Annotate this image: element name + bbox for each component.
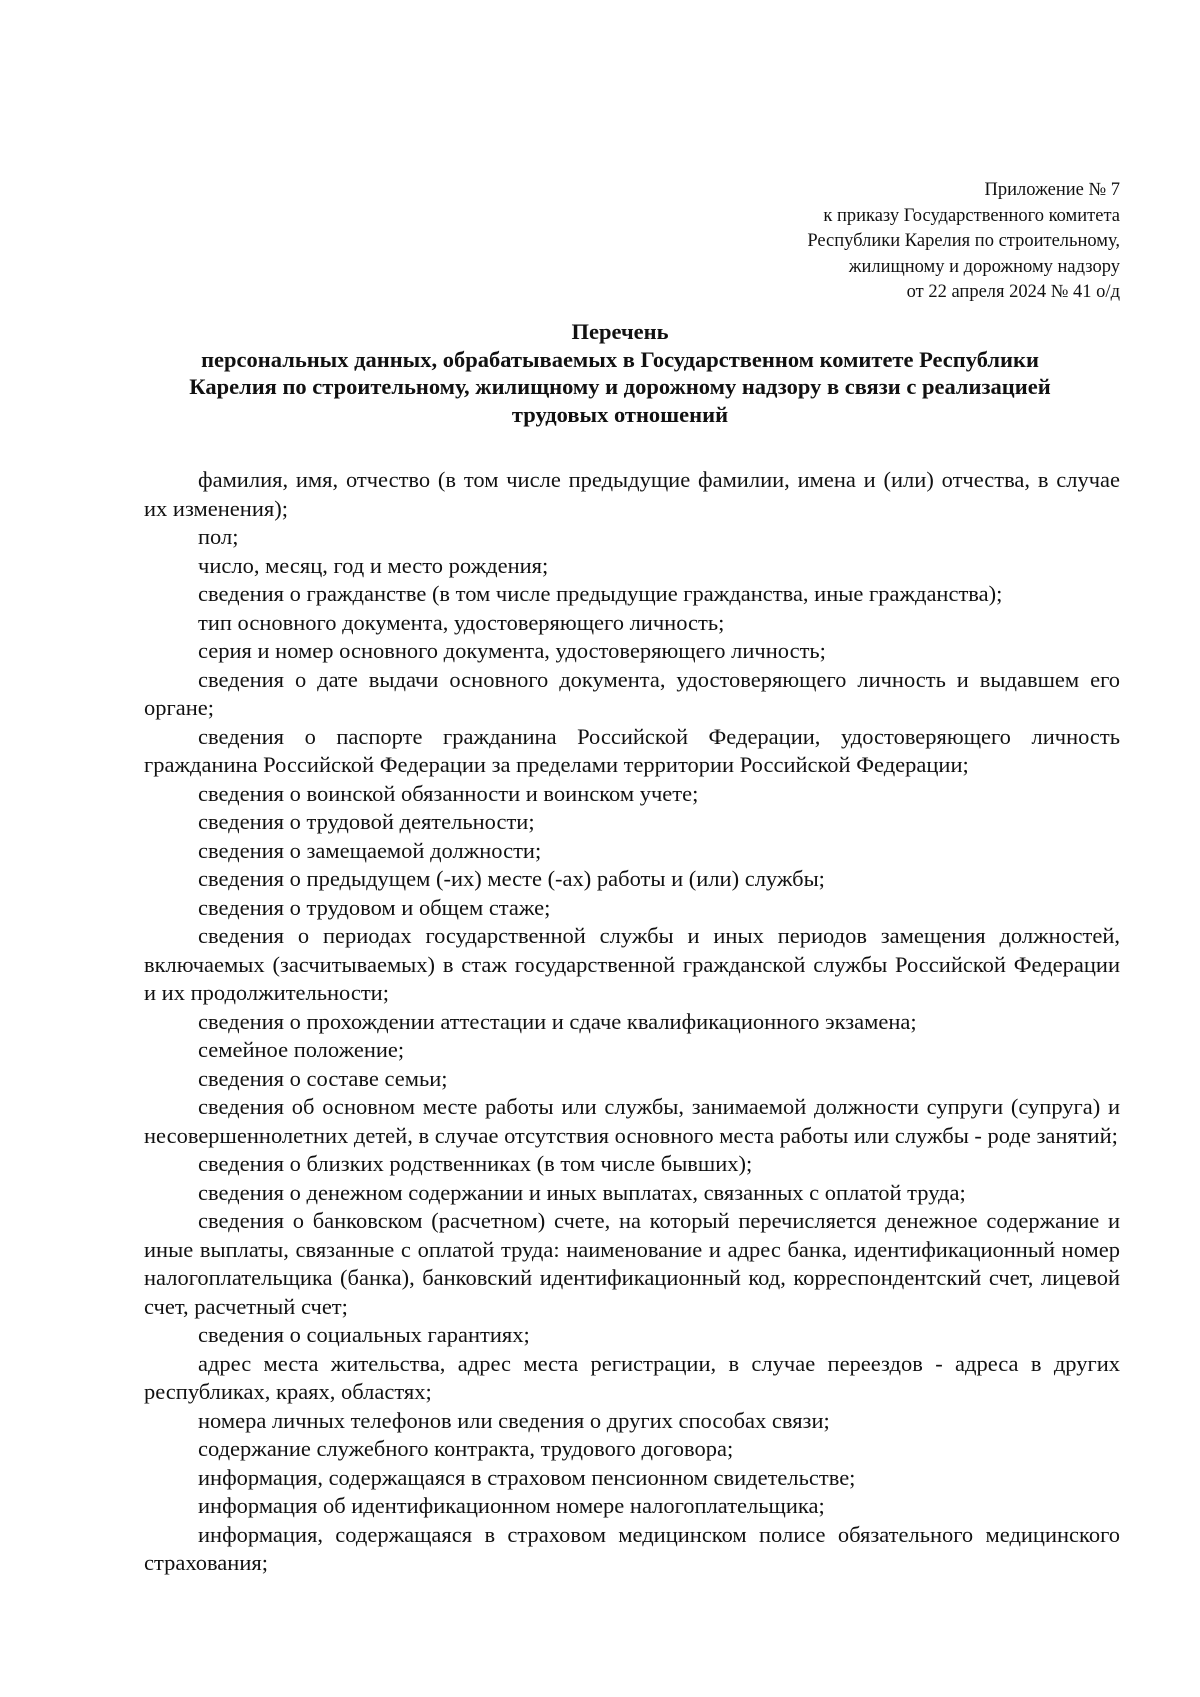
list-item: сведения о близких родственниках (в том числе бывших); — [198, 1151, 753, 1176]
list-item: сведения о денежном содержании и иных выплатах, связанных с оплатой труда; — [198, 1179, 966, 1205]
list-item: сведения о прохождении аттестации и сдаче квалификационного экзамена; — [198, 1008, 917, 1034]
annex-line: жилищному и дорожному надзору — [848, 256, 1120, 277]
list-item: сведения о банковском (расчетном) счете, на который перечисляется денежное содержание и иные выплаты, связанные с оплатой труда: наименование и адрес банка, идентификационный номер налогоплательщика (банка), банковский идентификационный код, корреспондентский счет, лицевой счет, расчетный счет; — [144, 1208, 1120, 1319]
annex-header — [807, 178, 1120, 306]
list-item: сведения о паспорте гражданина Российской Федерации, удостоверяющего личность гражданина Российской Федерации за пределами территории Российской Федерации; — [144, 723, 1120, 777]
document-title — [120, 318, 1120, 428]
list-item: информация, содержащаяся в страховом пенсионном свидетельстве; — [198, 1464, 856, 1490]
list-item: число, месяц, год и место рождения; — [198, 552, 549, 578]
annex-line: Республики Карелия по строительному, — [807, 231, 1120, 251]
list-item: пол; — [198, 524, 239, 549]
annex-line: Приложение № 7 — [984, 180, 1120, 200]
title-line: Перечень — [571, 319, 669, 344]
list-item: серия и номер основного документа, удостоверяющего личность; — [198, 638, 826, 663]
list-item: сведения о дате выдачи основного документа, удостоверяющего личность и выдавшем его органе; — [144, 666, 1120, 720]
list-item: семейное положение; — [198, 1037, 405, 1062]
list-item: информация об идентификационном номере налогоплательщика; — [198, 1493, 825, 1518]
title-line: персональных данных, обрабатываемых в Государственном комитете Республики — [201, 346, 1039, 372]
list-item: сведения о составе семьи; — [198, 1065, 448, 1091]
list-item: адрес места жительства, адрес места регистрации, в случае переездов - адреса в других республиках, краях, областях; — [144, 1350, 1120, 1404]
list-item: сведения о замещаемой должности; — [198, 837, 542, 863]
title-line: Карелия по строительному, жилищному и дорожному надзору в связи с реализацией — [189, 374, 1051, 399]
list-item: сведения о воинской обязанности и воинском учете; — [198, 780, 699, 806]
list-item: сведения о предыдущем (-их) месте (-ах) работы и (или) службы; — [198, 866, 825, 891]
list-item: номера личных телефонов или сведения о других способах связи; — [198, 1407, 830, 1433]
list-item: сведения о периодах государственной службы и иных периодов замещения должностей, включаемых (засчитываемых) в стаж государственной гражданской службы Российской Федерации и их продолжительности; — [144, 923, 1120, 1005]
list-item: сведения об основном месте работы или службы, занимаемой должности супруги (супруга) и несовершеннолетних детей, в случае отсутствия основного места работы или службы - роде занятий; — [144, 1094, 1120, 1148]
list-item: сведения о трудовом и общем стаже; — [198, 894, 551, 920]
title-line: трудовых отношений — [511, 401, 729, 427]
list-item: сведения о гражданстве (в том числе предыдущие гражданства, иные гражданства); — [198, 581, 1003, 606]
annex-line: к приказу Государственного комитета — [823, 205, 1120, 226]
list-item: тип основного документа, удостоверяющего личность; — [198, 609, 725, 635]
list-item: содержание служебного контракта, трудового договора; — [198, 1436, 734, 1461]
list-item: сведения о трудовой деятельности; — [198, 809, 535, 834]
data-list — [144, 466, 1120, 1578]
annex-line: от 22 апреля 2024 № 41 о/д — [906, 282, 1120, 302]
list-item: информация, содержащаяся в страховом медицинском полисе обязательного медицинского страхования; — [144, 1521, 1120, 1575]
list-item: сведения о социальных гарантиях; — [198, 1322, 530, 1347]
list-item: фамилия, имя, отчество (в том числе предыдущие фамилии, имена и (или) отчества, в случае их изменения); — [144, 467, 1120, 521]
